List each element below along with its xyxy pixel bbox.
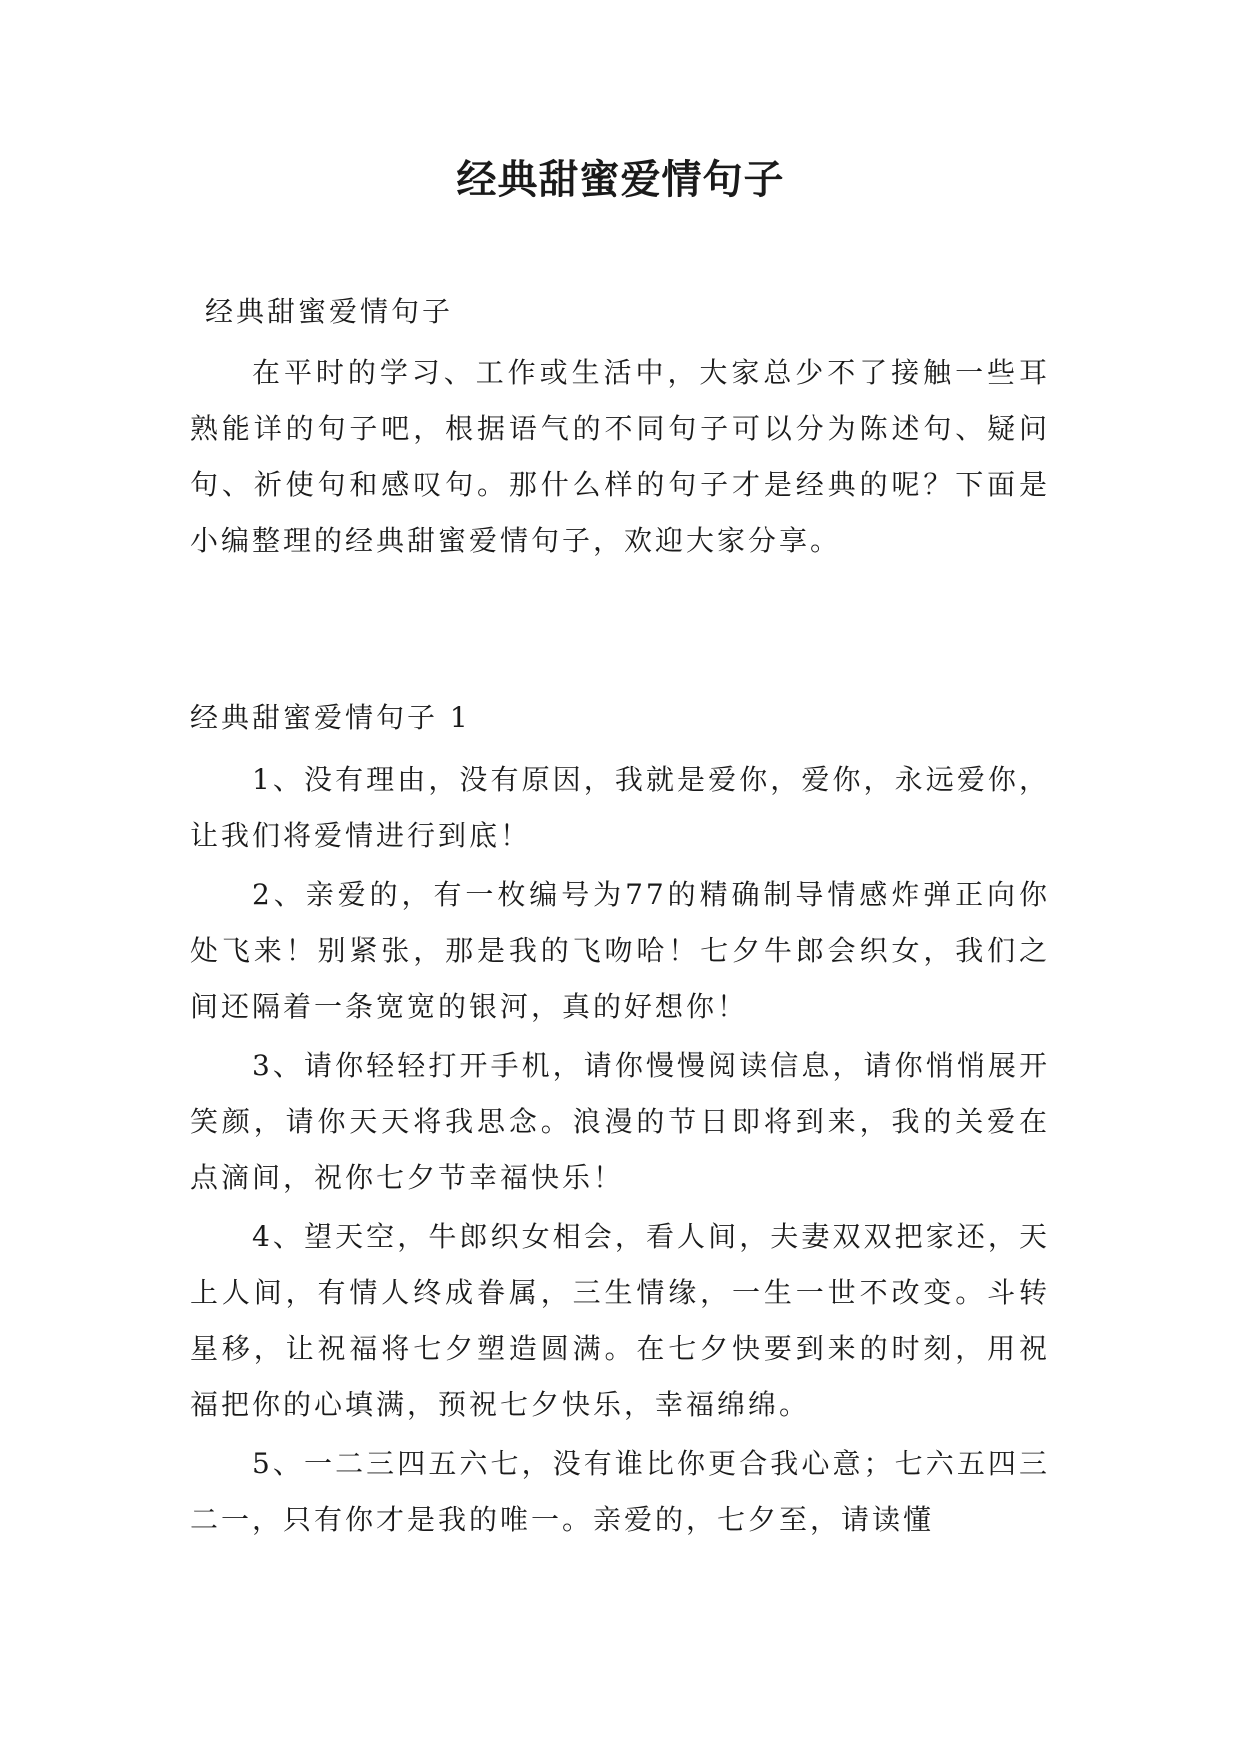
document-title: 经典甜蜜爱情句子: [456, 157, 785, 203]
list-item: 1、没有理由，没有原因，我就是爱你，爱你，永远爱你，让我们将爱情进行到底！: [190, 763, 1050, 852]
document-subtitle: 经典甜蜜爱情句子: [205, 295, 454, 328]
list-item: 5、一二三四五六七，没有谁比你更合我心意；七六五四三二一，只有你才是我的唯一。亲爱的，七夕至，请读懂: [190, 1447, 1050, 1536]
list-item: 3、请你轻轻打开手机，请你慢慢阅读信息，请你悄悄展开笑颜，请你天天将我思念。浪漫的节日即将到来，我的关爱在点滴间，祝你七夕节幸福快乐！: [190, 1049, 1050, 1194]
intro-paragraph: 在平时的学习、工作或生活中，大家总少不了接触一些耳熟能详的句子吧，根据语气的不同句子可以分为陈述句、疑问句、祈使句和感叹句。那什么样的句子才是经典的呢？下面是小编整理的经典甜蜜爱情句子，欢迎大家分享。: [190, 356, 1050, 557]
item-list: [190, 752, 1050, 1551]
list-item: 2、亲爱的，有一枚编号为77的精确制导情感炸弹正向你处飞来！别紧张，那是我的飞吻哈！七夕牛郎会织女，我们之间还隔着一条宽宽的银河，真的好想你！: [190, 878, 1050, 1023]
list-item: 4、望天空，牛郎织女相会，看人间，夫妻双双把家还，天上人间，有情人终成眷属，三生情缘，一生一世不改变。斗转星移，让祝福将七夕塑造圆满。在七夕快要到来的时刻，用祝福把你的心填满，预祝七夕快乐，幸福绵绵。: [190, 1220, 1050, 1421]
section-heading: 经典甜蜜爱情句子 1: [190, 701, 471, 734]
intro-section: [190, 345, 1050, 569]
